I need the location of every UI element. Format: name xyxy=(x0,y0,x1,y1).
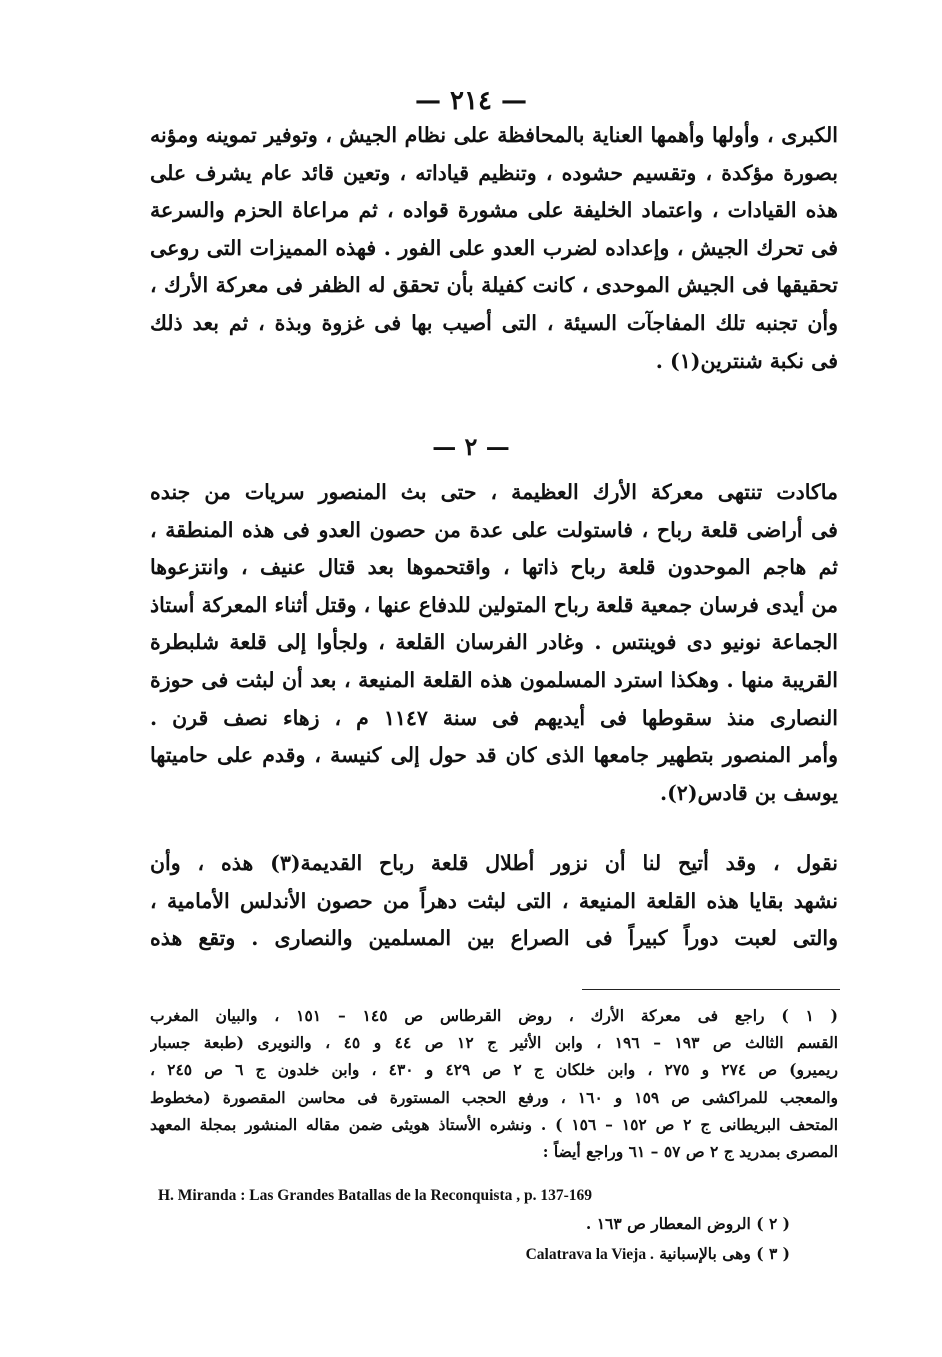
text-line: النصارى منذ سقوطها فى أيديهم فى سنة ١١٤٧ م ، زهاء نصف قرن . xyxy=(150,705,838,730)
footnote-line: والمعجب للمراكشى ص ١٥٩ و ١٦٠ ، ورفع الحجب المستورة فى محاسن المقصورة (مخطوط xyxy=(150,1087,838,1107)
footnote-line: ( ١ ) راجع فى معركة الأرك ، روض القرطاس ص ١٤٥ – ١٥١ ، والبيان المغرب xyxy=(150,1006,838,1025)
paragraph-2 xyxy=(150,474,838,812)
text-line: هذه القيادات ، واعتماد الخليفة على مشورة قواده ، ثم مراعاة الحزم والسرعة xyxy=(150,198,838,223)
footnote-line: المصرى بمدريد ج ٢ ص ٥٧ – ٦١ وراجع أيضاً : xyxy=(542,1142,838,1162)
text-line: وأن تجنبه تلك المفاجآت السيئة ، التى أصيب بها فى غزوة وبذة ، ثم بعد ذلك xyxy=(150,310,838,335)
text-line: من أيدى فرسان جمعية قلعة رباح المتولين للدفاع عنها ، وقتل أثناء المعركة أستاذ xyxy=(150,592,838,617)
text-line: الكبرى ، وأولها وأهمها العناية بالمحافظة على نظام الجيش ، وتوفير تموينه ومؤنه xyxy=(150,123,838,147)
footnote-line: القسم الثالث ص ١٩٣ – ١٩٦ ، وابن الأثير ج ١٢ ص ٤٤ و ٤٥ ، والنويرى (طبعة جسبار xyxy=(150,1033,838,1053)
page-number: — ٢١٤ — xyxy=(414,86,528,116)
footnote-divider xyxy=(582,989,840,990)
text-line: نشهد بقايا هذه القلعة المنيعة ، التى لبثت دهراً من حصون الأندلس الأمامية ، xyxy=(150,888,838,913)
paragraph-1 xyxy=(150,117,838,380)
footnote-3-latin: Calatrava la Vieja . xyxy=(525,1246,654,1263)
section-number: — ٢ — xyxy=(432,432,510,461)
text-line: بصورة مؤكدة ، وتقسيم حشوده ، وتنظيم قياداته ، وتعين قائد عام يشرف على xyxy=(150,160,838,185)
paragraph-3 xyxy=(150,845,838,958)
text-line: نقول ، وقد أتيح لنا أن نزور أطلال قلعة رباح القديمة(٣) هذه ، وأن xyxy=(150,851,838,875)
footnote-1-latin-reference: H. Miranda : Las Grandes Batallas de la Reconquista , p. 137-169 xyxy=(158,1187,593,1204)
text-line: الجماعة نونيو دى فوينتس . وغادر الفرسان القلعة ، ولجأوا إلى قلعة شلبطرة xyxy=(150,630,838,655)
footnote-line: المتحف البريطانى ج ٢ ص ١٥٢ – ١٥٦ ) . ونشره الأستاذ هويثى ضمن مقاله المنشور بمجلة المعهد xyxy=(150,1114,838,1134)
text-line: فى أراضى قلعة رباح ، فاستولت على عدة من حصون العدو فى هذه المنطقة ، xyxy=(150,517,838,542)
footnote-line: ريميرو) ص ٢٧٤ و ٢٧٥ ، وابن خلكان ج ٢ ص ٤٢٩ و ٤٣٠ ، وابن خلدون ج ٦ ص ٢٤٥ ، xyxy=(150,1060,838,1080)
footnote-3-arabic: ( ٣ ) وهى بالإسبانية xyxy=(659,1244,790,1263)
text-line: تحقيقها فى الجيش الموحدى ، كانت كفيلة بأن تحقق له الظفر فى معركة الأرك ، xyxy=(150,273,838,298)
text-line: والتى لعبت دوراً كبيراً فى الصراع بين المسلمين والنصارى . وتقع هذه xyxy=(150,926,838,951)
text-line: يوسف بن قادس(٢). xyxy=(659,780,838,805)
text-line: ماكادت تنتهى معركة الأرك العظيمة ، حتى بث المنصور سريات من جنده xyxy=(150,480,838,504)
text-line: وأمر المنصور بتطهير جامعها الذى كان قد حول إلى كنيسة ، وقدم على حاميتها xyxy=(150,743,838,768)
footnote-3 xyxy=(150,1244,790,1264)
text-line: فى تحرك الجيش ، وإعداده لضرب العدو على الفور . فهذه المميزات التى روعى xyxy=(150,235,838,260)
footnote-2: ( ٢ ) الروض المعطار ص ١٦٣ . xyxy=(585,1214,790,1233)
text-line: فى نكبة شنترين(١) . xyxy=(655,348,838,373)
footnote-1 xyxy=(150,1002,838,1165)
text-line: ثم هاجم الموحدون قلعة رباح ذاتها ، واقتحموها بعد قتال عنيف ، وانتزعوها xyxy=(150,555,838,580)
text-line: القريبة منها . وهكذا استرد المسلمون هذه القلعة المنيعة ، بعد أن لبثت فى حوزة xyxy=(150,667,838,692)
